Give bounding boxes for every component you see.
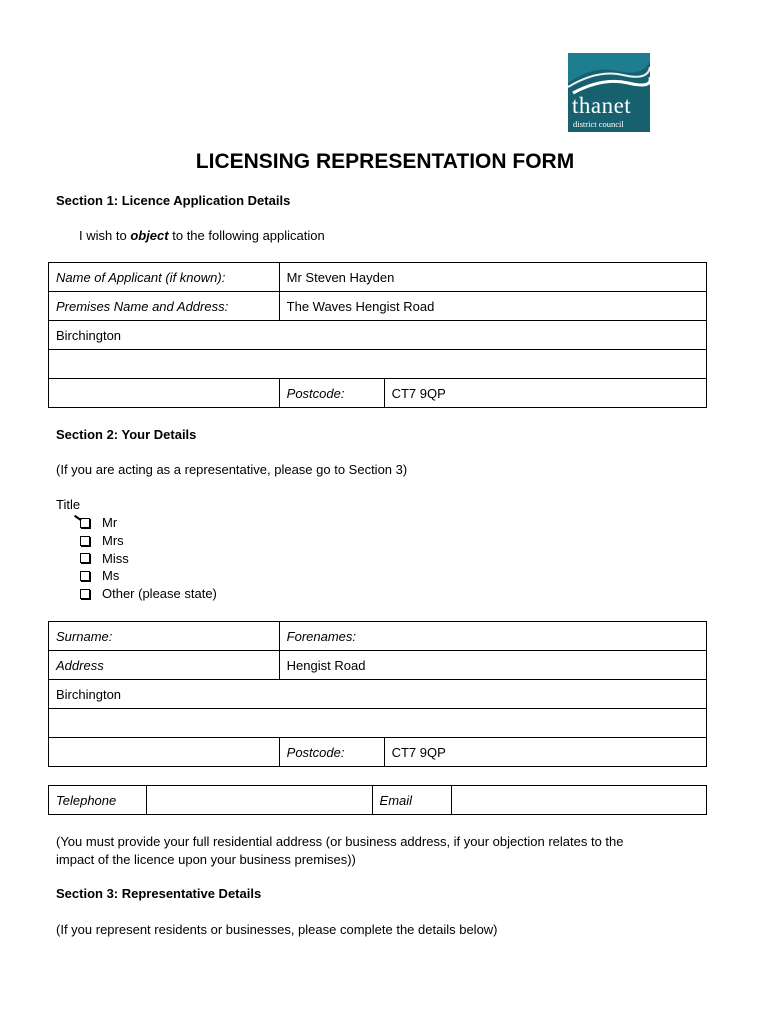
address-note-line1: (You must provide your full residential address (or business address, if your objection relates to the [56, 834, 624, 849]
checkbox-icon[interactable] [80, 589, 90, 599]
title-option-mrs[interactable] [80, 532, 217, 550]
applicant-name-field[interactable]: Mr Steven Hayden [279, 263, 706, 292]
section3-heading: Section 3: Representative Details [56, 886, 262, 901]
section1-intro [79, 228, 325, 243]
postcode-field[interactable]: CT7 9QP [384, 738, 706, 767]
title-option-mr[interactable] [80, 514, 217, 532]
table-row [49, 786, 707, 815]
option-label: Mr [102, 515, 118, 530]
checkbox-checked-icon[interactable] [80, 518, 90, 528]
address-line2-field[interactable]: Birchington [49, 680, 707, 709]
intro-emphasis: object [130, 228, 169, 243]
intro-suffix: to the following application [172, 228, 325, 243]
section3-note: (If you represent residents or businesses, please complete the details below) [56, 922, 498, 937]
checkbox-icon[interactable] [80, 536, 90, 546]
premises-address-line2-field[interactable]: Birchington [49, 321, 707, 350]
address-field[interactable]: Hengist Road [279, 651, 706, 680]
email-field[interactable] [452, 786, 707, 815]
your-details-table [48, 621, 707, 767]
empty-cell [49, 738, 280, 767]
applicant-name-label: Name of Applicant (if known): [49, 263, 280, 292]
address-note-line2: impact of the licence upon your business premises)) [56, 852, 356, 867]
title-option-ms[interactable] [80, 567, 217, 585]
telephone-label: Telephone [49, 786, 147, 815]
table-row [49, 321, 707, 350]
title-option-other[interactable] [80, 585, 217, 603]
logo-wordmark: thanet [572, 93, 632, 118]
table-row [49, 680, 707, 709]
title-label: Title [56, 497, 81, 512]
option-label: Other (please state) [102, 586, 217, 602]
postcode-field[interactable]: CT7 9QP [384, 379, 706, 408]
checkbox-icon[interactable] [80, 571, 90, 581]
premises-field[interactable]: The Waves Hengist Road [279, 292, 706, 321]
empty-cell [49, 379, 280, 408]
address-note [56, 833, 623, 869]
address-label: Address [49, 651, 280, 680]
option-label: Ms [102, 568, 120, 584]
table-row [49, 379, 707, 408]
option-label: Mrs [102, 532, 124, 548]
title-checkbox-list [80, 514, 217, 603]
surname-field[interactable]: Surname: [49, 622, 280, 651]
section2-note: (If you are acting as a representative, please go to Section 3) [56, 462, 408, 477]
telephone-field[interactable] [146, 786, 372, 815]
checkbox-icon[interactable] [80, 553, 90, 563]
email-label: Email [372, 786, 452, 815]
logo-subtitle: district council [573, 119, 624, 129]
table-row [49, 263, 707, 292]
premises-label: Premises Name and Address: [49, 292, 280, 321]
table-row [49, 622, 707, 651]
table-row [49, 738, 707, 767]
table-row [49, 292, 707, 321]
postcode-label: Postcode: [279, 379, 384, 408]
thanet-council-logo [568, 53, 650, 132]
intro-prefix: I wish to [79, 228, 127, 243]
forenames-field[interactable]: Forenames: [279, 622, 706, 651]
address-line3-field[interactable] [49, 709, 707, 738]
application-details-table [48, 262, 707, 408]
table-row [49, 709, 707, 738]
page-title: LICENSING REPRESENTATION FORM [195, 150, 575, 173]
title-option-miss[interactable] [80, 550, 217, 568]
table-row [49, 350, 707, 379]
option-label: Miss [102, 550, 129, 566]
postcode-label: Postcode: [279, 738, 384, 767]
section1-heading: Section 1: Licence Application Details [56, 193, 291, 208]
table-row [49, 651, 707, 680]
contact-table [48, 785, 707, 815]
premises-address-line3-field[interactable] [49, 350, 707, 379]
section2-heading: Section 2: Your Details [56, 427, 197, 442]
